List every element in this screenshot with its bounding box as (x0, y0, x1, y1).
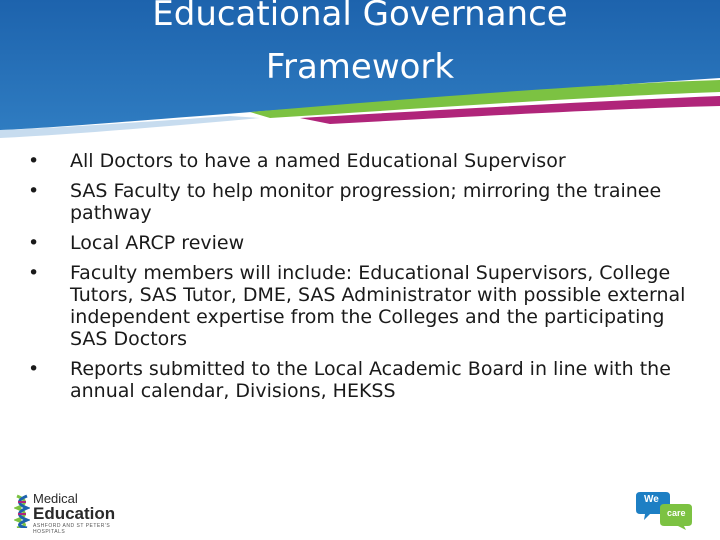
bullet-item (28, 358, 698, 402)
bullet-marker: • (28, 262, 40, 284)
logo-text-education: Education (33, 504, 116, 523)
bullet-item (28, 232, 698, 254)
bullet-text: Faculty members will include: Educational Supervisors, College Tutors, SAS Tutor, DME, SAS Administrator with possible external independent expertise from the Colleges and the participating SAS Doctors (70, 262, 686, 350)
bullet-text: Reports submitted to the Local Academic Board in line with the annual calendar, Divisions, HEKSS (70, 358, 671, 402)
bullet-item (28, 150, 698, 172)
bullet-marker: • (28, 232, 40, 254)
bullet-text: Local ARCP review (70, 232, 245, 254)
bullet-marker: • (28, 150, 40, 172)
slide-title-line1: Educational Governance (152, 0, 568, 34)
bullet-marker: • (28, 180, 40, 202)
bullet-item (28, 262, 698, 350)
logo-text-medical: Medical (33, 491, 78, 506)
we-care-text-care: care (667, 508, 686, 518)
slide-title (0, 0, 720, 95)
header-banner (0, 0, 720, 140)
medical-education-logo (12, 490, 122, 535)
bullet-item (28, 180, 698, 224)
we-care-logo (636, 490, 696, 530)
slide-title-line2: Framework (265, 47, 455, 87)
bullet-list (28, 150, 698, 410)
bullet-marker: • (28, 358, 40, 380)
bullet-text: All Doctors to have a named Educational Supervisor (70, 150, 566, 172)
logo-tagline: ASHFORD AND ST PETER'S HOSPITALS (33, 523, 111, 535)
dna-helix-icon (14, 494, 30, 528)
we-care-text-we: We (644, 494, 659, 505)
bullet-text: SAS Faculty to help monitor progression; mirroring the trainee pathway (70, 180, 662, 224)
